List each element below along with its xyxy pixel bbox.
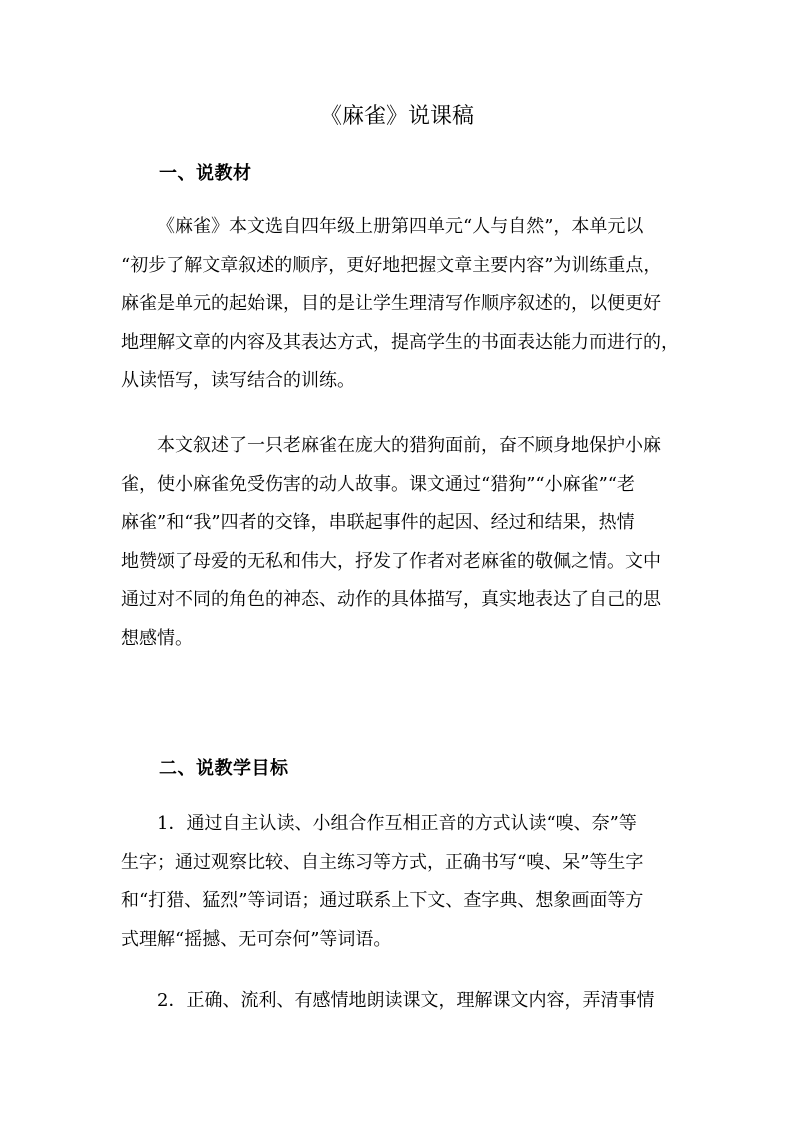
paragraph-line: 地理解文章的内容及其表达方式，提高学生的书面表达能力而进行的， (121, 331, 679, 353)
document-title: 《麻雀》说课稿 (319, 104, 474, 129)
paragraph-line: 生字；通过观察比较、自主练习等方式，正确书写“嗅、呆”等生字 (121, 851, 644, 873)
paragraph-line: 本文叙述了一只老麻雀在庞大的猎狗面前，奋不顾身地保护小麻 (157, 435, 661, 456)
section-heading-objectives: 二、说教学目标 (159, 758, 289, 779)
paragraph-line: 地赞颂了母爱的无私和伟大，抒发了作者对老麻雀的敬佩之情。文中 (121, 550, 661, 572)
paragraph-line: 《麻雀》本文选自四年级上册第四单元“人与自然”，本单元以 (157, 216, 644, 237)
paragraph-line: 2．正确、流利、有感情地朗读课文，理解课文内容，弄清事情 (157, 990, 655, 1011)
paragraph-line: 麻雀”和“我”四者的交锋，串联起事件的起因、经过和结果，热情 (121, 512, 635, 533)
paragraph-line: 雀，使小麻雀免受伤害的动人故事。课文通过“猎狗”“小麻雀”“老 (121, 473, 636, 495)
paragraph-textbook-intro (121, 208, 677, 401)
paragraph-story-summary (121, 427, 677, 658)
section-heading-textbook: 一、说教材 (159, 163, 252, 184)
paragraph-line: “初步了解文章叙述的顺序，更好地把握文章主要内容”为训练重点， (121, 254, 662, 276)
paragraph-line: 1．通过自主认读、小组合作互相正音的方式认读“嗅、奈”等 (157, 813, 637, 834)
paragraph-line: 麻雀是单元的起始课，目的是让学生理清写作顺序叙述的，以便更好 (121, 293, 661, 314)
objective-item-2 (121, 982, 677, 1021)
paragraph-line: 想感情。 (121, 627, 193, 649)
paragraph-line: 通过对不同的角色的神态、动作的具体描写，真实地表达了自己的思 (121, 589, 661, 610)
objective-item-1 (121, 805, 677, 959)
paragraph-line: 和“打猎、猛烈”等词语；通过联系上下文、查字典、想象画面等方 (121, 890, 644, 911)
paragraph-line: 从读悟写，读写结合的训练。 (121, 370, 355, 391)
paragraph-line: 式理解“摇撼、无可奈何”等词语。 (121, 928, 392, 950)
